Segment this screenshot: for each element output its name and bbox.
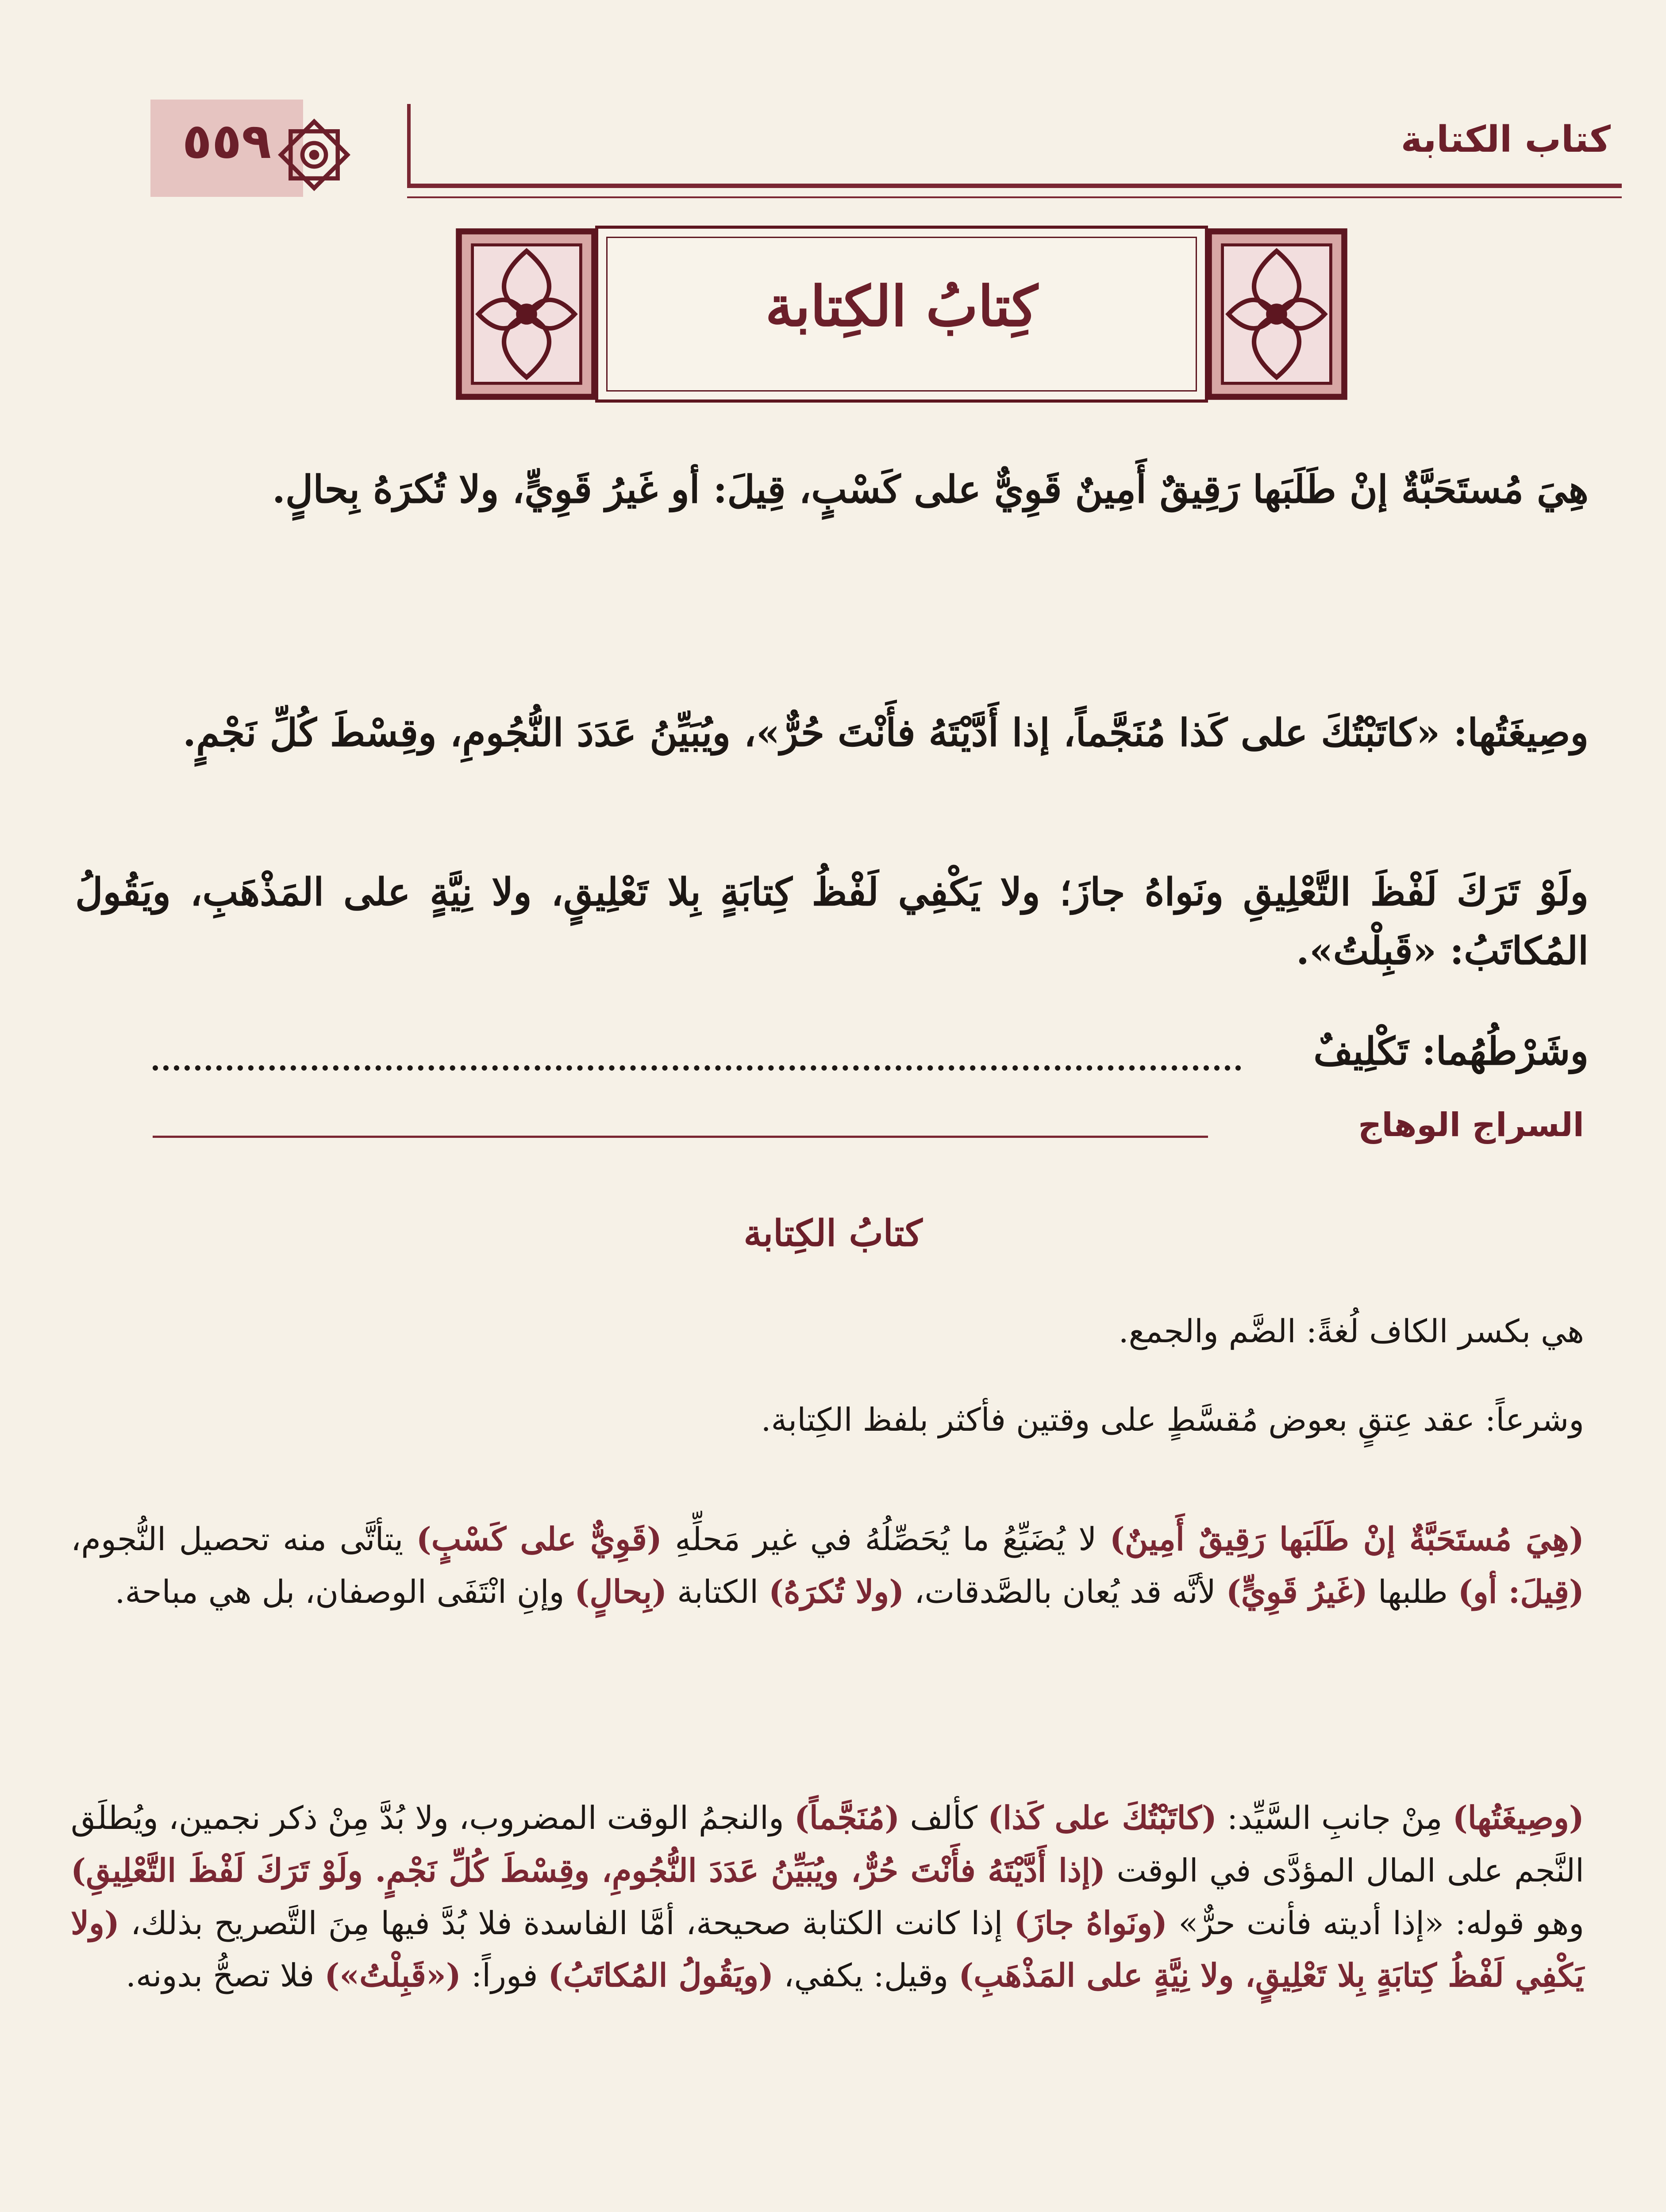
quoted-matn: (ويَقُولُ المُكاتَبُ) (548, 1956, 774, 1994)
matn-paragraph-3: ولَوْ تَرَكَ لَفْظَ التَّعْلِيقِ ونَواهُ جازَ؛ ولا يَكْفِي لَفْظُ كِتابَةٍ بِلا تَعْلِيقٍ، ولا نِيَّةٍ على المَذْهَبِ، ويَقُولُ المُكاتَبُ: «قَبِلْتُ». (75, 870, 1589, 974)
quoted-matn: («قَبِلْتُ») (324, 1956, 461, 1994)
ornament-left-icon (451, 223, 602, 405)
commentary-text: الكتابة (667, 1573, 769, 1610)
commentary-divider (153, 1136, 1208, 1138)
rosette-icon (272, 113, 356, 197)
commentary-text: إذا كانت الكتابة صحيحة، أمَّا الفاسدة فلا بُدَّ فيها مِنَ التَّصريح بذلك، (119, 1904, 1014, 1942)
commentary-text: طلبها (1368, 1573, 1458, 1610)
quoted-matn: (إذا أَدَّيْتَهُ فأَنْتَ حُرٌّ، ويُبَيِّنُ عَدَدَ النُّجُومِ، وقِسْطَ كُلِّ نَجْمٍ. ولَوْ تَرَكَ لَفْظَ التَّعْلِيقِ) (71, 1851, 1106, 1889)
quoted-matn: (ولا يَكْفِي لَفْظُ كِتابَةٍ بِلا تَعْلِيقٍ، ولا نِيَّةٍ على المَذْهَبِ) (71, 1904, 1584, 1994)
commentary-paragraph-3 (71, 1513, 1584, 1618)
dotted-leader (153, 1065, 1241, 1071)
commentary-text: والنجمُ الوقت المضروب، ولا بُدَّ مِنْ ذكر نجمين، ويُطلَق النَّجم على المال المؤدَّى في الوقت (71, 1799, 1585, 1889)
commentary-text: كألف (900, 1799, 988, 1836)
quoted-matn: (بِحالٍ) (574, 1572, 667, 1610)
matn-paragraph-2: وصِيغَتُها: «كاتَبْتُكَ على كَذا مُنَجَّماً، إذا أَدَّيْتَهُ فأَنْتَ حُرٌّ»، ويُبَيِّنُ عَدَدَ النُّجُومِ، وقِسْطَ كُلِّ نَجْمٍ. (183, 710, 1589, 755)
commentary-text: وإنِ انْتَفَى الوصفان، بل هي مباحة. (115, 1573, 575, 1610)
chapter-title: كِتابُ الكِتابة (765, 274, 1038, 339)
ornament-right-icon (1201, 223, 1352, 405)
matn-paragraph-1: هِيَ مُستَحَبَّةٌ إنْ طَلَبَها رَقِيقٌ أَمِينٌ قَوِيٌّ على كَسْبٍ، قِيلَ: أو غَيرُ قَوِيٍّ، ولا تُكرَهُ بِحالٍ. (272, 467, 1589, 512)
quoted-matn: (هِيَ مُستَحَبَّةٌ إنْ طَلَبَها رَقِيقٌ أَمِينٌ) (1109, 1520, 1584, 1558)
commentary-text: فوراً: (461, 1957, 548, 1994)
header-vertical-rule (407, 104, 411, 188)
commentary-paragraph-2: وشرعاً: عقد عِتقٍ بعوض مُقسَّطٍ على وقتين فأكثر بلفظ الكِتابة. (761, 1401, 1584, 1438)
commentary-text: لا يُضَيِّعُ ما يُحَصِّلُهُ في غير مَحلِّهِ (662, 1521, 1110, 1558)
commentary-text: وهو قوله: «إذا أديته فأنت حرٌّ» (1167, 1904, 1584, 1942)
header-rule (407, 184, 1622, 188)
commentary-label: السراج الوهاج (1358, 1106, 1584, 1144)
page-number: ٥٥٩ (182, 113, 272, 169)
quoted-matn: (كاتَبْتُكَ على كَذا) (988, 1799, 1217, 1836)
commentary-text: يتأتَّى منه تحصيل النُّجوم، (71, 1521, 416, 1558)
quoted-matn: (وصِيغَتُها) (1452, 1799, 1584, 1836)
quoted-matn: (قِيلَ: أو) (1458, 1572, 1584, 1610)
quoted-matn: (قَوِيٌّ على كَسْبٍ) (416, 1520, 662, 1558)
commentary-text: لأنَّه قد يُعان بالصَّدقات، (904, 1573, 1226, 1610)
commentary-title: كتابُ الكِتابة (743, 1212, 923, 1255)
commentary-paragraph-1: هي بكسر الكاف لُغةً: الضَّم والجمع. (1118, 1313, 1584, 1350)
commentary-text: وقيل: يكفي، (773, 1957, 959, 1994)
header-rule-thin (407, 196, 1622, 198)
commentary-text: فلا تصحُّ بدونه. (126, 1957, 325, 1994)
quoted-matn: (مُنَجَّماً) (794, 1799, 900, 1836)
commentary-paragraph-4 (71, 1792, 1584, 2002)
quoted-matn: (ونَواهُ جازَ) (1014, 1904, 1168, 1942)
quoted-matn: (ولا تُكرَهُ) (768, 1572, 904, 1610)
matn-paragraph-4: وشَرْطُهُما: تَكْلِيفٌ (1313, 1029, 1589, 1074)
running-title: كتاب الكتابة (1401, 119, 1611, 161)
quoted-matn: (غَيرُ قَوِيٍّ) (1226, 1572, 1368, 1610)
commentary-text: مِنْ جانبِ السَّيِّد: (1216, 1799, 1453, 1836)
